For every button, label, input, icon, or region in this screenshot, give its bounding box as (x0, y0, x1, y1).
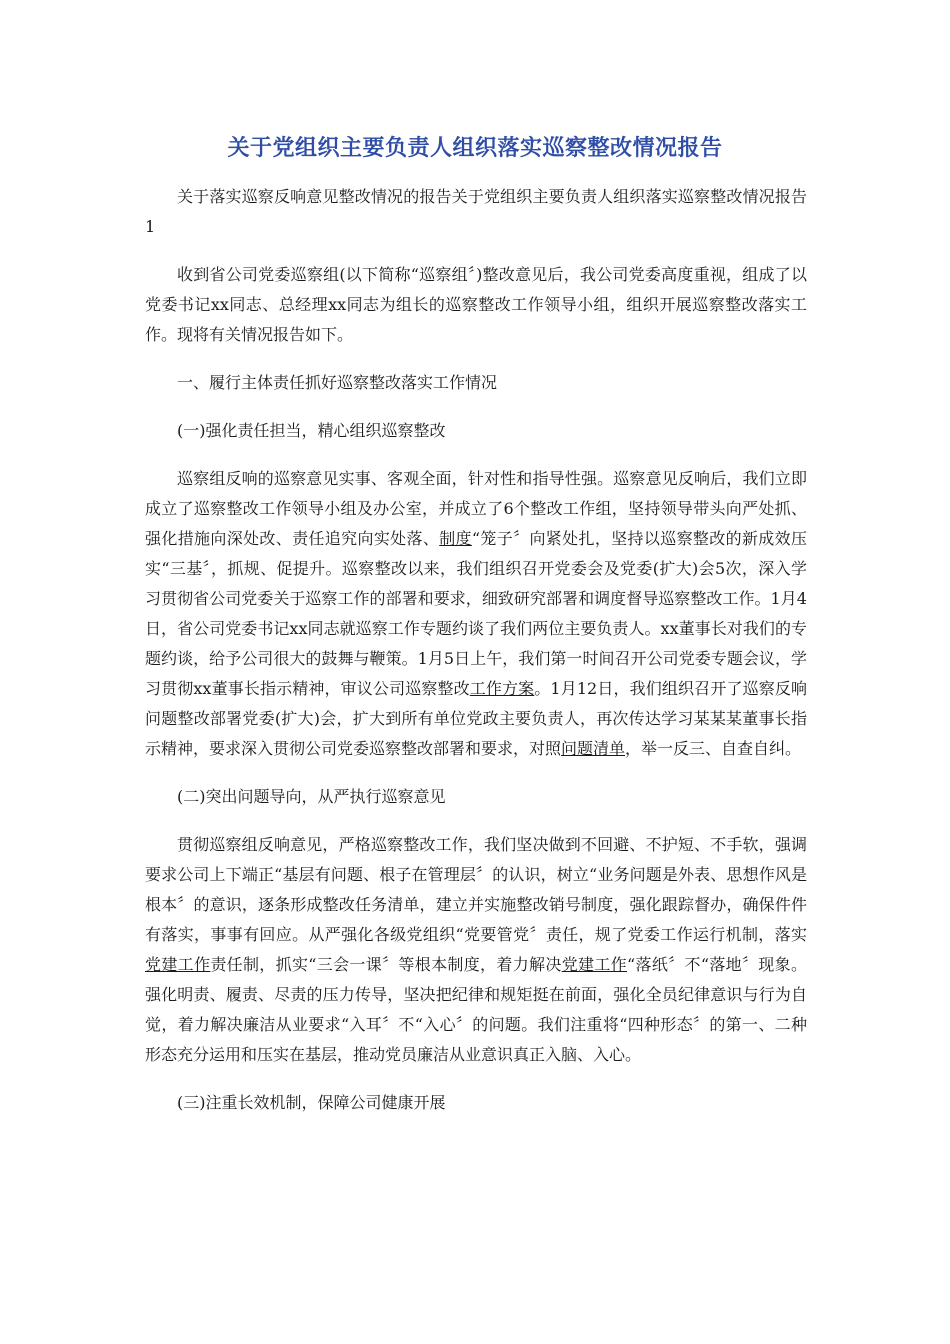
paragraph-2-text-b: “笼子〞向紧处扎，坚持以巡察整改的新成效压实“三基〞，抓规、促提升。巡察整改以来，我们组织召开党委会及党委(扩大)会5次，深入学习贯彻省公司党委关于巡察工作的部署和要求，细致研究部署和调度督导巡察整改工作。1月4日，省公司党委书记xx同志就巡察工作专题约谈了我们两位主要负责人。xx董事长对我们的专题约谈，给予公司很大的鼓舞与鞭策。1月5日上午，我们第一时间召开公司党委专题会议，学习贯彻xx董事长指示精神，审议公司巡察整改 (145, 529, 807, 698)
link-zhidu[interactable]: 制度 (439, 529, 472, 548)
paragraph-3-text-a: 贯彻巡察组反响意见，严格巡察整改工作，我们坚决做到不回避、不护短、不手软，强调要求公司上下端正“基层有问题、根子在管理层〞的认识，树立“业务问题是外表、思想作风是根本〞的意识，逐条形成整改任务清单，建立并实施整改销号制度，强化跟踪督办，确保件件有落实，事事有回应。从严强化各级党组织“党要管党〞责任，规了党委工作运行机制，落实 (145, 835, 807, 944)
paragraph-1: 收到省公司党委巡察组(以下简称“巡察组〞)整改意见后，我公司党委高度重视，组成了以党委书记xx同志、总经理xx同志为组长的巡察整改工作领导小组，组织开展巡察整改落实工作。现将有关情况报告如下。 (145, 265, 807, 344)
subsection-heading-1: (一)强化责任担当，精心组织巡察整改 (177, 421, 446, 440)
section-heading-1: 一、履行主体责任抓好巡察整改落实工作情况 (177, 373, 498, 392)
paragraph-3-text-c: “落纸〞不“落地〞现象。强化明责、履责、尽责的压力传导，坚决把纪律和规矩挺在前面，强化全员纪律意识与行为自觉，着力解决廉洁从业要求“入耳〞不“入心〞的问题。我们注重将“四种形态〞的第一、二种形态充分运用和压实在基层，推动党员廉洁从业意识真正入脑、入心。 (145, 955, 807, 1064)
intro-paragraph: 关于落实巡察反响意见整改情况的报告关于党组织主要负责人组织落实巡察整改情况报告1 (145, 187, 807, 236)
link-dangjian-gongzuo-2[interactable]: 党建工作 (561, 955, 627, 974)
paragraph-3-text-b: 责任制，抓实“三会一课〞等根本制度，着力解决 (210, 955, 562, 974)
document-title: 关于党组织主要负责人组织落实巡察整改情况报告 (227, 136, 723, 161)
link-dangjian-gongzuo-1[interactable]: 党建工作 (145, 955, 211, 974)
paragraph-2-text-a: 巡察组反响的巡察意见实事、客观全面，针对性和指导性强。巡察意见反响后，我们立即成立了巡察整改工作领导小组及办公室，并成立了6个整改工作组，坚持领导带头向严处抓、强化措施向深处改、责任追究向实处落、 (145, 469, 807, 548)
paragraph-3 (145, 830, 807, 1070)
document-body (145, 182, 807, 1136)
link-gongzuo-fangan[interactable]: 工作方案 (469, 679, 535, 698)
subsection-heading-3: (三)注重长效机制，保障公司健康开展 (177, 1093, 446, 1112)
paragraph-2-text-c: 。1月12日，我们组织召开了巡察反响问题整改部署党委(扩大)会，扩大到所有单位党政主要负责人，再次传达学习某某某董事长指示精神，要求深入贯彻公司党委巡察整改部署和要求，对照 (145, 679, 807, 758)
link-wenti-qingdan[interactable]: 问题清单 (561, 739, 626, 758)
subsection-heading-2: (二)突出问题导向，从严执行巡察意见 (177, 787, 446, 806)
paragraph-2-text-d: ，举一反三、自查自纠。 (625, 739, 802, 758)
paragraph-2 (145, 464, 807, 764)
